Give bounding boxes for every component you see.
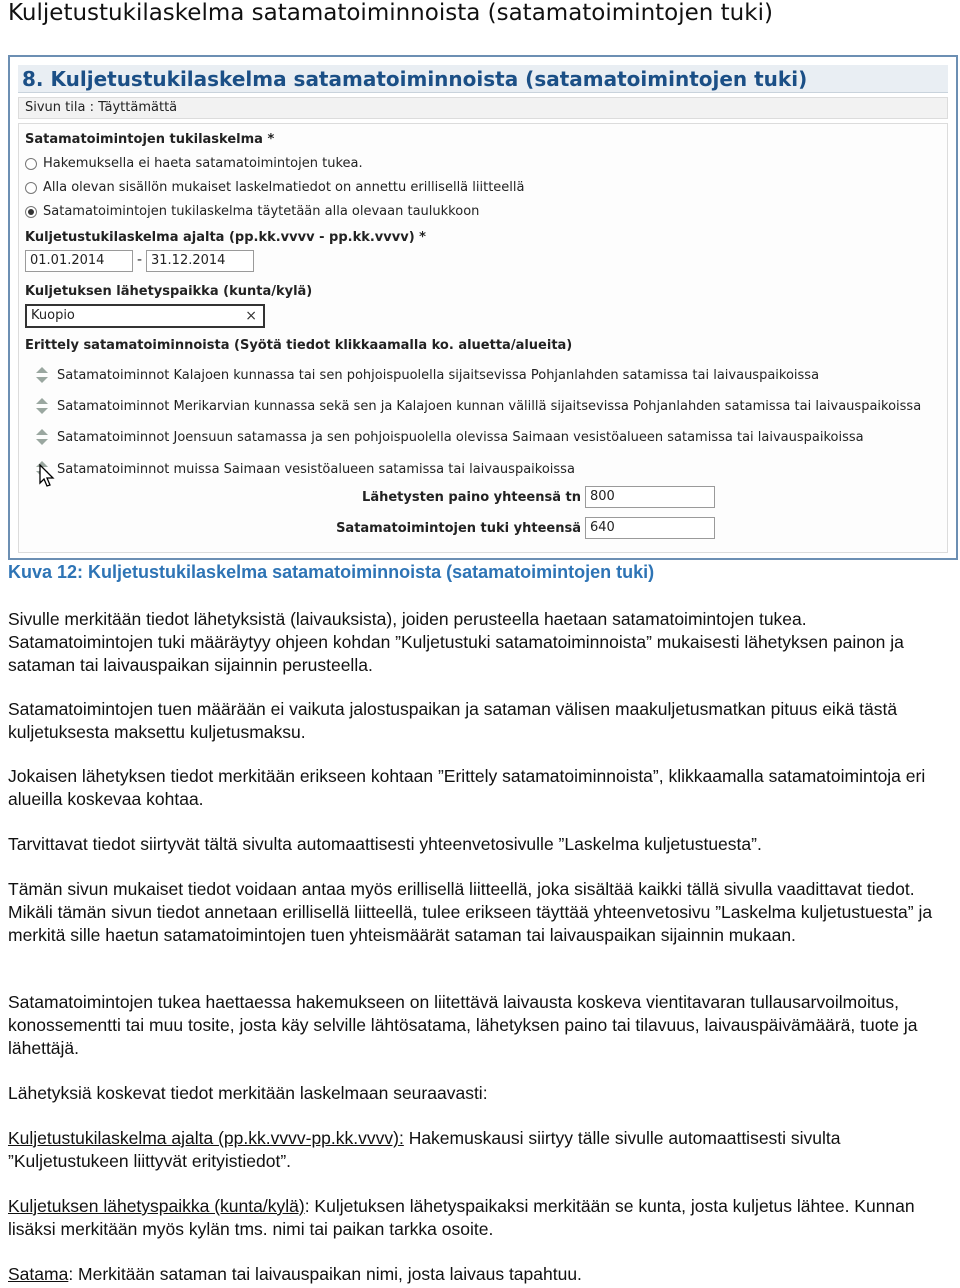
radio-attachment[interactable] (25, 182, 37, 194)
option-no-support[interactable] (25, 156, 363, 171)
paragraph-8: Kuljetustukilaskelma ajalta (pp.kk.vvvv-pp.kk.vvvv): Hakemuskausi siirtyy tälle sivulle automaattisesti sivulta ”Kuljetustukeen liittyvät erityistiedot”. (8, 1128, 841, 1171)
option-label: Satamatoimintojen tukilaskelma täytetään alla olevaan taulukkoon (43, 204, 480, 219)
paragraph-2: Satamatoimintojen tuen määrään ei vaikuta jalostuspaikan ja sataman välisen maakuljetusmatkan pituus eikä tästä kuljetuksesta maksettu kuljetusmaksu. (8, 699, 898, 742)
term-period: Kuljetustukilaskelma ajalta (pp.kk.vvvv-pp.kk.vvvv): (8, 1128, 404, 1148)
area-row-merikarvia[interactable] (35, 396, 935, 416)
area-row-kalajoki[interactable] (35, 365, 935, 385)
paragraph-6: Satamatoimintojen tukea haettaessa hakemukseen on liitettävä laivausta koskeva vientitavaran tullausarvoilmoitus, konossementti tai muu tosite, josta käy selville lähtösatama, lähetyksen paino tai tilavuus, laivauspäivämäärä, tuote ja lähettäjä. (8, 992, 918, 1058)
support-total-label: Satamatoimintojen tuki yhteensä (336, 521, 581, 536)
period-start-input[interactable]: 01.01.2014 (25, 250, 133, 272)
radio-table[interactable] (25, 206, 37, 218)
place-value: Kuopio (31, 308, 75, 323)
support-total-input[interactable]: 640 (585, 517, 715, 539)
option-label: Hakemuksella ei haeta satamatoimintojen tukea. (43, 156, 363, 171)
option-label: Alla olevan sisällön mukaiset laskelmatiedot on annettu erillisellä liitteellä (43, 180, 525, 195)
area-label: Satamatoiminnot Kalajoen kunnassa tai sen pohjoispuolella sijaitsevissa Pohjanlahden satamissa tai laivauspaikoissa (57, 367, 820, 383)
paragraph-4: Tarvittavat tiedot siirtyvät tältä sivulta automaattisesti yhteenvetosivulle ”Laskelma kuljetustuesta”. (8, 834, 762, 854)
paragraph-7: Lähetyksiä koskevat tiedot merkitään laskelmaan seuraavasti: (8, 1083, 488, 1103)
figure-caption: Kuva 12: Kuljetustukilaskelma satamatoiminnoista (satamatoimintojen tuki) (8, 562, 655, 582)
breakdown-label: Erittely satamatoiminnoista (Syötä tiedot klikkaamalla ko. aluetta/alueita) (25, 338, 573, 353)
mouse-cursor-icon (39, 464, 55, 488)
form-panel (18, 123, 948, 553)
area-row-joensuu[interactable] (35, 427, 935, 447)
tukilaskelma-label: Satamatoimintojen tukilaskelma * (25, 132, 275, 147)
period-label: Kuljetustukilaskelma ajalta (pp.kk.vvvv - pp.kk.vvvv) * (25, 230, 426, 245)
weight-label: Lähetysten paino yhteensä tn (362, 490, 581, 505)
area-label: Satamatoiminnot Merikarvian kunnassa sekä sen ja Kalajoen kunnan välillä sijaitsevissa Pohjanlahden satamissa tai laivauspaikoissa (57, 398, 922, 414)
area-label: Satamatoiminnot muissa Saimaan vesistöalueen satamissa tai laivauspaikoissa (57, 461, 575, 477)
area-row-saimaa[interactable] (35, 459, 935, 479)
expand-arrows-icon (35, 397, 49, 415)
place-label: Kuljetuksen lähetyspaikka (kunta/kylä) (25, 284, 313, 299)
paragraph-3: Jokaisen lähetyksen tiedot merkitään erikseen kohtaan ”Erittely satamatoiminnoista”, klikkaamalla satamatoimintoja eri alueilla koskevaa kohtaa. (8, 766, 926, 809)
paragraph-5: Tämän sivun mukaiset tiedot voidaan antaa myös erillisellä liitteellä, joka sisältää kaikki tällä sivulla vaadittavat tiedot. Mikäli tämän sivun tiedot annetaan erillisellä liitteellä, tulee erikseen täyttää yhteenvetosivu ”Laskelma kuljetustuesta” ja merkitä sille haetun satamatoimintojen tuen yhteismäärät sataman tai laivauspaikan sijainnin mukaan. (8, 879, 933, 945)
form-screenshot (8, 55, 958, 560)
paragraph-9: Kuljetuksen lähetyspaikka (kunta/kylä): Kuljetuksen lähetyspaikaksi merkitään se kunta, josta kuljetus lähtee. Kunnan lisäksi merkitään myös kylän tms. nimi tai paikan tarkka osoite. (8, 1196, 915, 1239)
term-harbour: Satama (8, 1264, 69, 1284)
page-status: Sivun tila : Täyttämättä (18, 97, 948, 119)
section-header: 8. Kuljetustukilaskelma satamatoiminnoista (satamatoimintojen tuki) (18, 65, 948, 93)
option-attachment[interactable] (25, 180, 525, 195)
clear-icon[interactable]: × (245, 308, 257, 324)
area-label: Satamatoiminnot Joensuun satamassa ja sen pohjoispuolella olevissa Saimaan vesistöalueen satamissa tai laivauspaikoissa (57, 429, 864, 445)
expand-arrows-icon (35, 428, 49, 446)
period-end-input[interactable]: 31.12.2014 (146, 250, 254, 272)
period-dash: - (137, 252, 143, 268)
paragraph-10: Satama: Merkitään sataman tai laivauspaikan nimi, josta laivaus tapahtuu. (8, 1264, 582, 1284)
radio-no-support[interactable] (25, 158, 37, 170)
place-input[interactable] (25, 304, 265, 328)
option-table[interactable] (25, 204, 479, 219)
paragraph-1: Sivulle merkitään tiedot lähetyksistä (laivauksista), joiden perusteella haetaan satamatoimintojen tukea. Satamatoimintojen tuki määräytyy ohjeen kohdan ”Kuljetustuki satamatoiminnoista” mukaisesti lähetyksen painon ja sataman tai laivauspaikan sijainnin perusteella. (8, 609, 904, 675)
document-title: Kuljetustukilaskelma satamatoiminnoista (satamatoimintojen tuki) (8, 0, 773, 26)
weight-input[interactable]: 800 (585, 486, 715, 508)
expand-arrows-icon (35, 366, 49, 384)
term-place: Kuljetuksen lähetyspaikka (kunta/kylä) (8, 1196, 305, 1216)
